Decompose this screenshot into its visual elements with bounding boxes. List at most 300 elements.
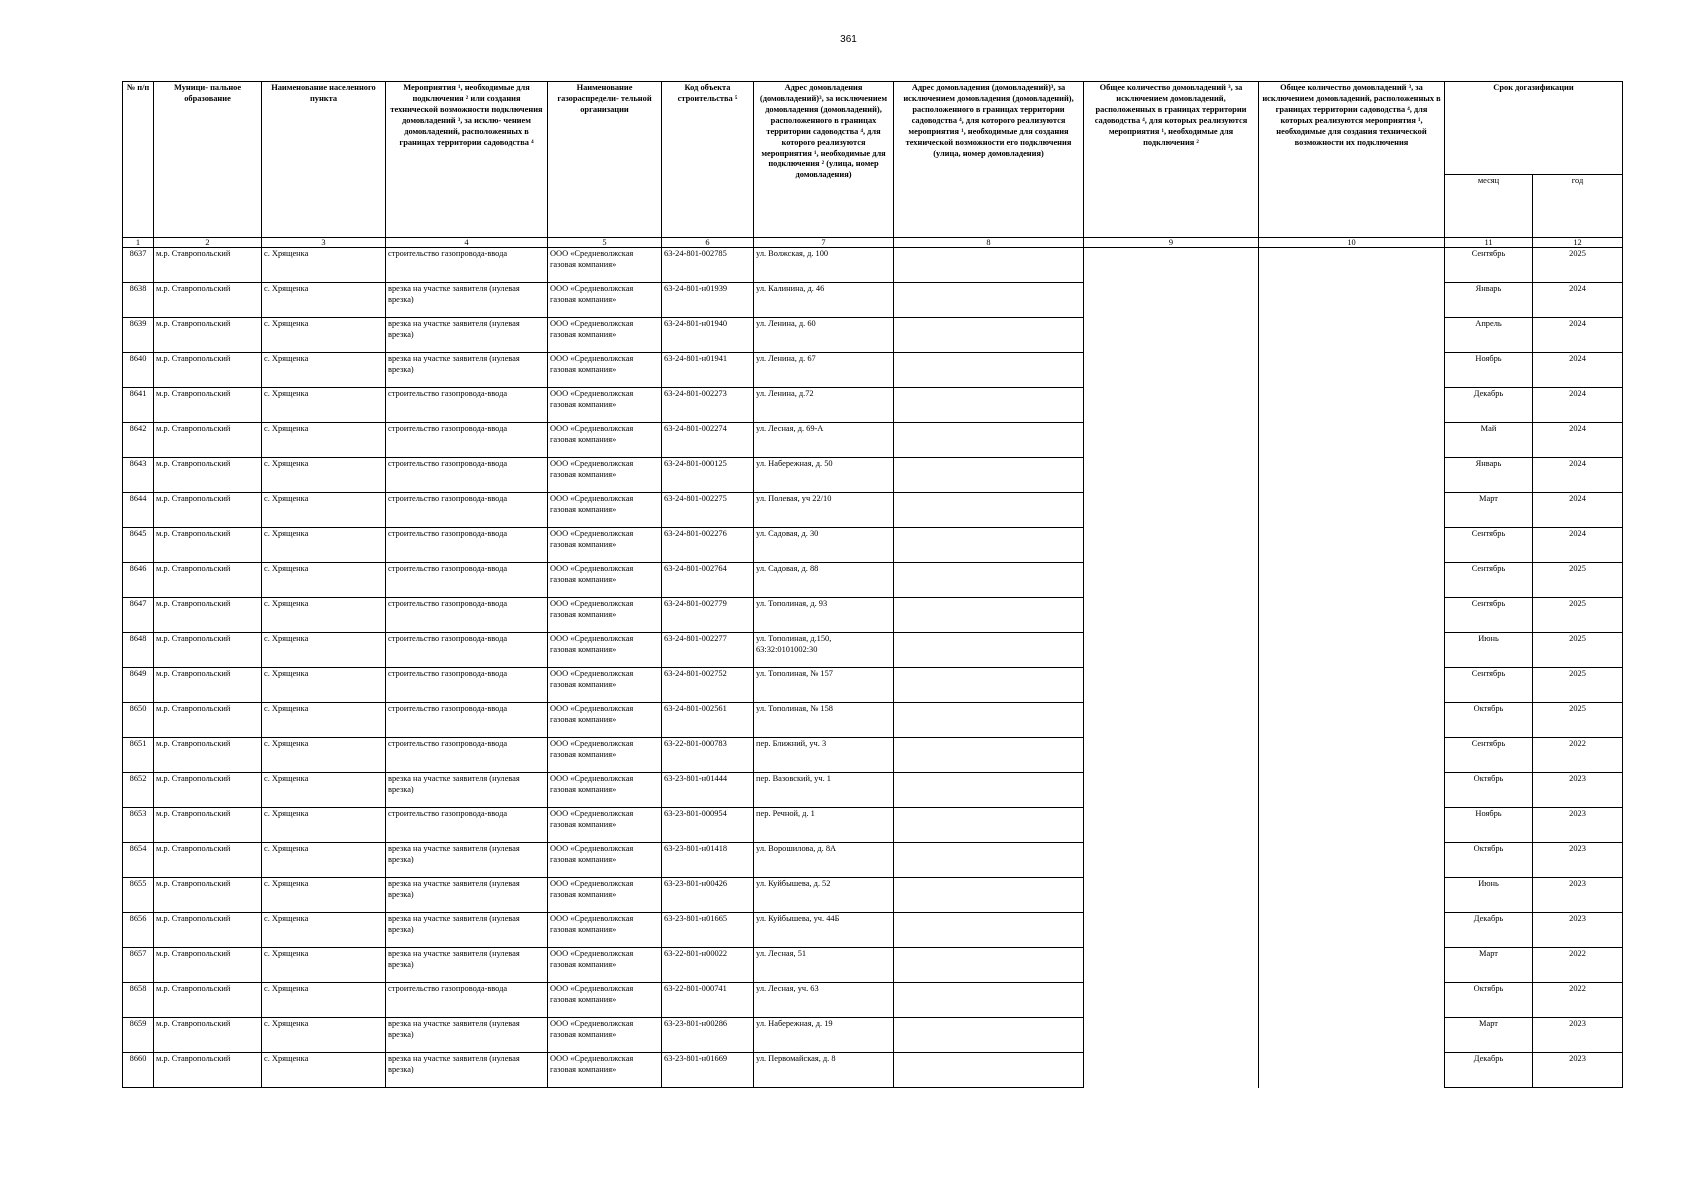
address-cell: пер. Ближний, уч. 3 [754,738,894,773]
organization-cell: ООО «Средневолжская газовая компания» [548,423,662,458]
municipality-cell: м.р. Ставропольский [154,1018,262,1053]
settlement-cell: с. Хрященка [262,738,386,773]
count-technical-cell [1259,388,1445,423]
object-code-cell: 63-23-801-н01418 [662,843,754,878]
row-number: 8659 [123,1018,154,1053]
event-cell: врезка на участке заявителя (нулевая врезка) [386,318,548,353]
address-cell: ул. Первомайская, д. 8 [754,1053,894,1088]
month-cell: Март [1445,493,1533,528]
table-row [123,283,1623,318]
month-cell: Сентябрь [1445,248,1533,283]
year-cell: 2024 [1533,493,1623,528]
event-cell: врезка на участке заявителя (нулевая врезка) [386,878,548,913]
column-number: 10 [1259,238,1445,248]
event-cell: строительство газопровода-ввода [386,983,548,1018]
year-cell: 2023 [1533,773,1623,808]
settlement-cell: с. Хрященка [262,1018,386,1053]
month-cell: Сентябрь [1445,563,1533,598]
organization-cell: ООО «Средневолжская газовая компания» [548,948,662,983]
object-code-cell: 63-22-801-н00022 [662,948,754,983]
count-connection-cell [1084,1053,1259,1088]
month-cell: Март [1445,1018,1533,1053]
object-code-cell: 63-23-801-000954 [662,808,754,843]
event-cell: строительство газопровода-ввода [386,703,548,738]
table-row [123,948,1623,983]
column-number: 3 [262,238,386,248]
header-count-technical: Общее количество домовладений ³, за исключением домовладений, расположенных в границах территории садоводства ⁴, для которых реализуются мероприятия ¹, необходимые для создания технической возможности их подключения [1259,82,1445,238]
column-number: 11 [1445,238,1533,248]
event-cell: строительство газопровода-ввода [386,808,548,843]
event-cell: строительство газопровода-ввода [386,388,548,423]
organization-cell: ООО «Средневолжская газовая компания» [548,353,662,388]
address-technical-cell [894,598,1084,633]
settlement-cell: с. Хрященка [262,913,386,948]
settlement-cell: с. Хрященка [262,388,386,423]
year-cell: 2025 [1533,598,1623,633]
municipality-cell: м.р. Ставропольский [154,493,262,528]
municipality-cell: м.р. Ставропольский [154,668,262,703]
year-cell: 2024 [1533,283,1623,318]
settlement-cell: с. Хрященка [262,948,386,983]
address-technical-cell [894,353,1084,388]
row-number: 8646 [123,563,154,598]
row-number: 8654 [123,843,154,878]
organization-cell: ООО «Средневолжская газовая компания» [548,878,662,913]
event-cell: строительство газопровода-ввода [386,493,548,528]
year-cell: 2023 [1533,808,1623,843]
address-technical-cell [894,1053,1084,1088]
event-cell: строительство газопровода-ввода [386,633,548,668]
municipality-cell: м.р. Ставропольский [154,1053,262,1088]
year-cell: 2024 [1533,528,1623,563]
settlement-cell: с. Хрященка [262,283,386,318]
settlement-cell: с. Хрященка [262,423,386,458]
address-cell: ул. Набережная, д. 50 [754,458,894,493]
month-cell: Декабрь [1445,913,1533,948]
settlement-cell: с. Хрященка [262,773,386,808]
row-number: 8639 [123,318,154,353]
column-number: 9 [1084,238,1259,248]
count-connection-cell [1084,668,1259,703]
table-row [123,983,1623,1018]
municipality-cell: м.р. Ставропольский [154,703,262,738]
table-row [123,353,1623,388]
year-cell: 2024 [1533,318,1623,353]
settlement-cell: с. Хрященка [262,1053,386,1088]
address-cell: ул. Ленина, д. 60 [754,318,894,353]
count-technical-cell [1259,843,1445,878]
event-cell: строительство газопровода-ввода [386,248,548,283]
count-connection-cell [1084,283,1259,318]
object-code-cell: 63-24-801-002275 [662,493,754,528]
count-connection-cell [1084,423,1259,458]
month-cell: Май [1445,423,1533,458]
object-code-cell: 63-24-801-002276 [662,528,754,563]
address-technical-cell [894,493,1084,528]
count-technical-cell [1259,493,1445,528]
year-cell: 2024 [1533,458,1623,493]
address-cell: ул. Тополиная, № 158 [754,703,894,738]
settlement-cell: с. Хрященка [262,983,386,1018]
address-technical-cell [894,773,1084,808]
settlement-cell: с. Хрященка [262,808,386,843]
count-technical-cell [1259,878,1445,913]
organization-cell: ООО «Средневолжская газовая компания» [548,528,662,563]
address-cell: ул. Тополиная, д.150, 63:32:0101002:30 [754,633,894,668]
month-cell: Январь [1445,458,1533,493]
count-technical-cell [1259,458,1445,493]
year-cell: 2023 [1533,1018,1623,1053]
municipality-cell: м.р. Ставропольский [154,458,262,493]
municipality-cell: м.р. Ставропольский [154,738,262,773]
column-number-row [123,238,1623,248]
settlement-cell: с. Хрященка [262,703,386,738]
organization-cell: ООО «Средневолжская газовая компания» [548,633,662,668]
column-number: 7 [754,238,894,248]
column-number: 1 [123,238,154,248]
count-technical-cell [1259,1018,1445,1053]
year-cell: 2024 [1533,388,1623,423]
event-cell: врезка на участке заявителя (нулевая врезка) [386,1018,548,1053]
event-cell: строительство газопровода-ввода [386,528,548,563]
table-row [123,703,1623,738]
count-connection-cell [1084,318,1259,353]
municipality-cell: м.р. Ставропольский [154,878,262,913]
header-count-connection: Общее количество домовладений ³, за исключением домовладений, расположенных в границах территории садоводства ⁴, для которых реализуются мероприятия ¹, необходимые для подключения ² [1084,82,1259,238]
object-code-cell: 63-24-801-002779 [662,598,754,633]
organization-cell: ООО «Средневолжская газовая компания» [548,318,662,353]
year-cell: 2023 [1533,913,1623,948]
count-connection-cell [1084,563,1259,598]
column-number: 6 [662,238,754,248]
organization-cell: ООО «Средневолжская газовая компания» [548,1018,662,1053]
table-row [123,388,1623,423]
month-cell: Октябрь [1445,983,1533,1018]
municipality-cell: м.р. Ставропольский [154,563,262,598]
organization-cell: ООО «Средневолжская газовая компания» [548,563,662,598]
address-technical-cell [894,283,1084,318]
object-code-cell: 63-24-801-000125 [662,458,754,493]
count-technical-cell [1259,668,1445,703]
page-number: 361 [840,34,857,45]
row-number: 8642 [123,423,154,458]
object-code-cell: 63-23-801-н01444 [662,773,754,808]
count-technical-cell [1259,808,1445,843]
month-cell: Октябрь [1445,773,1533,808]
municipality-cell: м.р. Ставропольский [154,983,262,1018]
row-number: 8650 [123,703,154,738]
table-row [123,913,1623,948]
year-cell: 2025 [1533,563,1623,598]
organization-cell: ООО «Средневолжская газовая компания» [548,773,662,808]
settlement-cell: с. Хрященка [262,563,386,598]
address-technical-cell [894,423,1084,458]
table-row [123,633,1623,668]
organization-cell: ООО «Средневолжская газовая компания» [548,703,662,738]
header-events: Мероприятия ¹, необходимые для подключения ² или создания технической возможности подключения домовладений ³, за исклю- чением домовладений, расположенных в границах территории садоводства ⁴ [386,82,548,238]
settlement-cell: с. Хрященка [262,633,386,668]
event-cell: врезка на участке заявителя (нулевая врезка) [386,1053,548,1088]
settlement-cell: с. Хрященка [262,318,386,353]
row-number: 8643 [123,458,154,493]
table-row [123,248,1623,283]
organization-cell: ООО «Средневолжская газовая компания» [548,388,662,423]
table-row [123,878,1623,913]
header-address-connection: Адрес домовладения (домовладений)³, за исключением домовладения (домовладений), расположенного в границах территории садоводства ⁴, для которого реализуются мероприятия ¹, необходимые для подключения ² (улица, номер домовладения) [754,82,894,238]
table-row [123,493,1623,528]
count-technical-cell [1259,528,1445,563]
object-code-cell: 63-24-801-н01941 [662,353,754,388]
row-number: 8651 [123,738,154,773]
row-number: 8653 [123,808,154,843]
municipality-cell: м.р. Ставропольский [154,913,262,948]
month-cell: Сентябрь [1445,598,1533,633]
municipality-cell: м.р. Ставропольский [154,318,262,353]
address-technical-cell [894,318,1084,353]
year-cell: 2022 [1533,948,1623,983]
count-technical-cell [1259,633,1445,668]
object-code-cell: 63-24-801-002785 [662,248,754,283]
year-cell: 2024 [1533,353,1623,388]
month-cell: Октябрь [1445,703,1533,738]
address-cell: ул. Волжская, д. 100 [754,248,894,283]
count-technical-cell [1259,318,1445,353]
address-cell: ул. Набережная, д. 19 [754,1018,894,1053]
address-technical-cell [894,948,1084,983]
address-technical-cell [894,808,1084,843]
table-row [123,808,1623,843]
count-connection-cell [1084,1018,1259,1053]
header-organization: Наименование газораспредели- тельной организации [548,82,662,238]
table-row [123,843,1623,878]
municipality-cell: м.р. Ставропольский [154,528,262,563]
event-cell: врезка на участке заявителя (нулевая врезка) [386,948,548,983]
object-code-cell: 63-24-801-н01940 [662,318,754,353]
month-cell: Июнь [1445,633,1533,668]
count-technical-cell [1259,563,1445,598]
row-number: 8655 [123,878,154,913]
count-connection-cell [1084,528,1259,563]
address-cell: ул. Садовая, д. 30 [754,528,894,563]
table-row [123,773,1623,808]
event-cell: строительство газопровода-ввода [386,598,548,633]
municipality-cell: м.р. Ставропольский [154,353,262,388]
column-number: 2 [154,238,262,248]
column-number: 12 [1533,238,1623,248]
settlement-cell: с. Хрященка [262,458,386,493]
header-object-code: Код объекта строительства ⁵ [662,82,754,238]
address-technical-cell [894,458,1084,493]
object-code-cell: 63-24-801-002273 [662,388,754,423]
address-cell: ул. Садовая, д. 88 [754,563,894,598]
address-cell: ул. Ворошилова, д. 8А [754,843,894,878]
count-connection-cell [1084,948,1259,983]
row-number: 8638 [123,283,154,318]
table-row [123,738,1623,773]
organization-cell: ООО «Средневолжская газовая компания» [548,913,662,948]
settlement-cell: с. Хрященка [262,878,386,913]
table-row [123,318,1623,353]
year-cell: 2023 [1533,1053,1623,1088]
count-technical-cell [1259,983,1445,1018]
organization-cell: ООО «Средневолжская газовая компания» [548,983,662,1018]
count-connection-cell [1084,843,1259,878]
object-code-cell: 63-24-801-002277 [662,633,754,668]
object-code-cell: 63-22-801-000741 [662,983,754,1018]
count-connection-cell [1084,353,1259,388]
object-code-cell: 63-23-801-н01669 [662,1053,754,1088]
count-connection-cell [1084,458,1259,493]
row-number: 8649 [123,668,154,703]
header-month: месяц [1445,175,1533,238]
event-cell: врезка на участке заявителя (нулевая врезка) [386,283,548,318]
table-row [123,458,1623,493]
row-number: 8641 [123,388,154,423]
address-cell: ул. Тополиная, № 157 [754,668,894,703]
gasification-table [122,81,1623,1088]
address-cell: ул. Калинина, д. 46 [754,283,894,318]
event-cell: врезка на участке заявителя (нулевая врезка) [386,843,548,878]
municipality-cell: м.р. Ставропольский [154,423,262,458]
count-technical-cell [1259,773,1445,808]
object-code-cell: 63-24-801-002764 [662,563,754,598]
row-number: 8652 [123,773,154,808]
year-cell: 2024 [1533,423,1623,458]
address-technical-cell [894,633,1084,668]
month-cell: Июнь [1445,878,1533,913]
table-row [123,1053,1623,1088]
address-cell: пер. Речной, д. 1 [754,808,894,843]
municipality-cell: м.р. Ставропольский [154,633,262,668]
address-cell: пер. Вазовский, уч. 1 [754,773,894,808]
event-cell: строительство газопровода-ввода [386,668,548,703]
year-cell: 2025 [1533,633,1623,668]
count-technical-cell [1259,353,1445,388]
month-cell: Ноябрь [1445,808,1533,843]
organization-cell: ООО «Средневолжская газовая компания» [548,808,662,843]
object-code-cell: 63-24-801-н01939 [662,283,754,318]
year-cell: 2023 [1533,843,1623,878]
settlement-cell: с. Хрященка [262,528,386,563]
event-cell: строительство газопровода-ввода [386,423,548,458]
row-number: 8658 [123,983,154,1018]
settlement-cell: с. Хрященка [262,248,386,283]
organization-cell: ООО «Средневолжская газовая компания» [548,738,662,773]
settlement-cell: с. Хрященка [262,493,386,528]
address-cell: ул. Куйбышева, уч. 44Б [754,913,894,948]
header-municipality: Муници- пальное образование [154,82,262,238]
settlement-cell: с. Хрященка [262,353,386,388]
address-cell: ул. Лесная, д. 69-А [754,423,894,458]
address-technical-cell [894,738,1084,773]
row-number: 8648 [123,633,154,668]
municipality-cell: м.р. Ставропольский [154,773,262,808]
row-number: 8637 [123,248,154,283]
address-technical-cell [894,1018,1084,1053]
address-technical-cell [894,668,1084,703]
organization-cell: ООО «Средневолжская газовая компания» [548,668,662,703]
year-cell: 2022 [1533,738,1623,773]
object-code-cell: 63-24-801-002752 [662,668,754,703]
municipality-cell: м.р. Ставропольский [154,948,262,983]
organization-cell: ООО «Средневолжская газовая компания» [548,283,662,318]
table-row [123,668,1623,703]
month-cell: Декабрь [1445,1053,1533,1088]
month-cell: Декабрь [1445,388,1533,423]
municipality-cell: м.р. Ставропольский [154,808,262,843]
row-number: 8645 [123,528,154,563]
event-cell: строительство газопровода-ввода [386,458,548,493]
table-row [123,528,1623,563]
header-settlement: Наименование населенного пункта [262,82,386,238]
settlement-cell: с. Хрященка [262,843,386,878]
header-num: № п/п [123,82,154,238]
address-technical-cell [894,388,1084,423]
municipality-cell: м.р. Ставропольский [154,248,262,283]
table-row [123,1018,1623,1053]
count-technical-cell [1259,248,1445,283]
count-technical-cell [1259,703,1445,738]
year-cell: 2023 [1533,878,1623,913]
count-technical-cell [1259,598,1445,633]
object-code-cell: 63-23-801-н01665 [662,913,754,948]
year-cell: 2025 [1533,703,1623,738]
count-connection-cell [1084,738,1259,773]
count-technical-cell [1259,423,1445,458]
count-technical-cell [1259,1053,1445,1088]
count-technical-cell [1259,913,1445,948]
organization-cell: ООО «Средневолжская газовая компания» [548,248,662,283]
row-number: 8644 [123,493,154,528]
table-row [123,423,1623,458]
row-number: 8656 [123,913,154,948]
month-cell: Сентябрь [1445,738,1533,773]
settlement-cell: с. Хрященка [262,598,386,633]
event-cell: строительство газопровода-ввода [386,563,548,598]
month-cell: Сентябрь [1445,668,1533,703]
event-cell: врезка на участке заявителя (нулевая врезка) [386,773,548,808]
organization-cell: ООО «Средневолжская газовая компания» [548,458,662,493]
table-body [123,248,1623,1088]
address-technical-cell [894,563,1084,598]
object-code-cell: 63-24-801-002561 [662,703,754,738]
address-cell: ул. Тополиная, д. 93 [754,598,894,633]
address-technical-cell [894,248,1084,283]
count-connection-cell [1084,913,1259,948]
count-connection-cell [1084,878,1259,913]
table-row [123,598,1623,633]
address-cell: ул. Куйбышева, д. 52 [754,878,894,913]
row-number: 8640 [123,353,154,388]
month-cell: Сентябрь [1445,528,1533,563]
count-connection-cell [1084,633,1259,668]
settlement-cell: с. Хрященка [262,668,386,703]
address-technical-cell [894,703,1084,738]
count-technical-cell [1259,283,1445,318]
count-technical-cell [1259,738,1445,773]
address-technical-cell [894,913,1084,948]
municipality-cell: м.р. Ставропольский [154,843,262,878]
count-connection-cell [1084,248,1259,283]
year-cell: 2025 [1533,248,1623,283]
address-cell: ул. Лесная, уч. 63 [754,983,894,1018]
header-address-technical: Адрес домовладения (домовладений)³, за исключением домовладения (домовладений), расположенного в границах территории садоводства ⁴, для которого реализуются мероприятия ¹, необходимые для создания технической возможности его подключения (улица, номер домовладения) [894,82,1084,238]
month-cell: Март [1445,948,1533,983]
year-cell: 2022 [1533,983,1623,1018]
count-connection-cell [1084,773,1259,808]
address-cell: ул. Полевая, уч 22/10 [754,493,894,528]
municipality-cell: м.р. Ставропольский [154,283,262,318]
